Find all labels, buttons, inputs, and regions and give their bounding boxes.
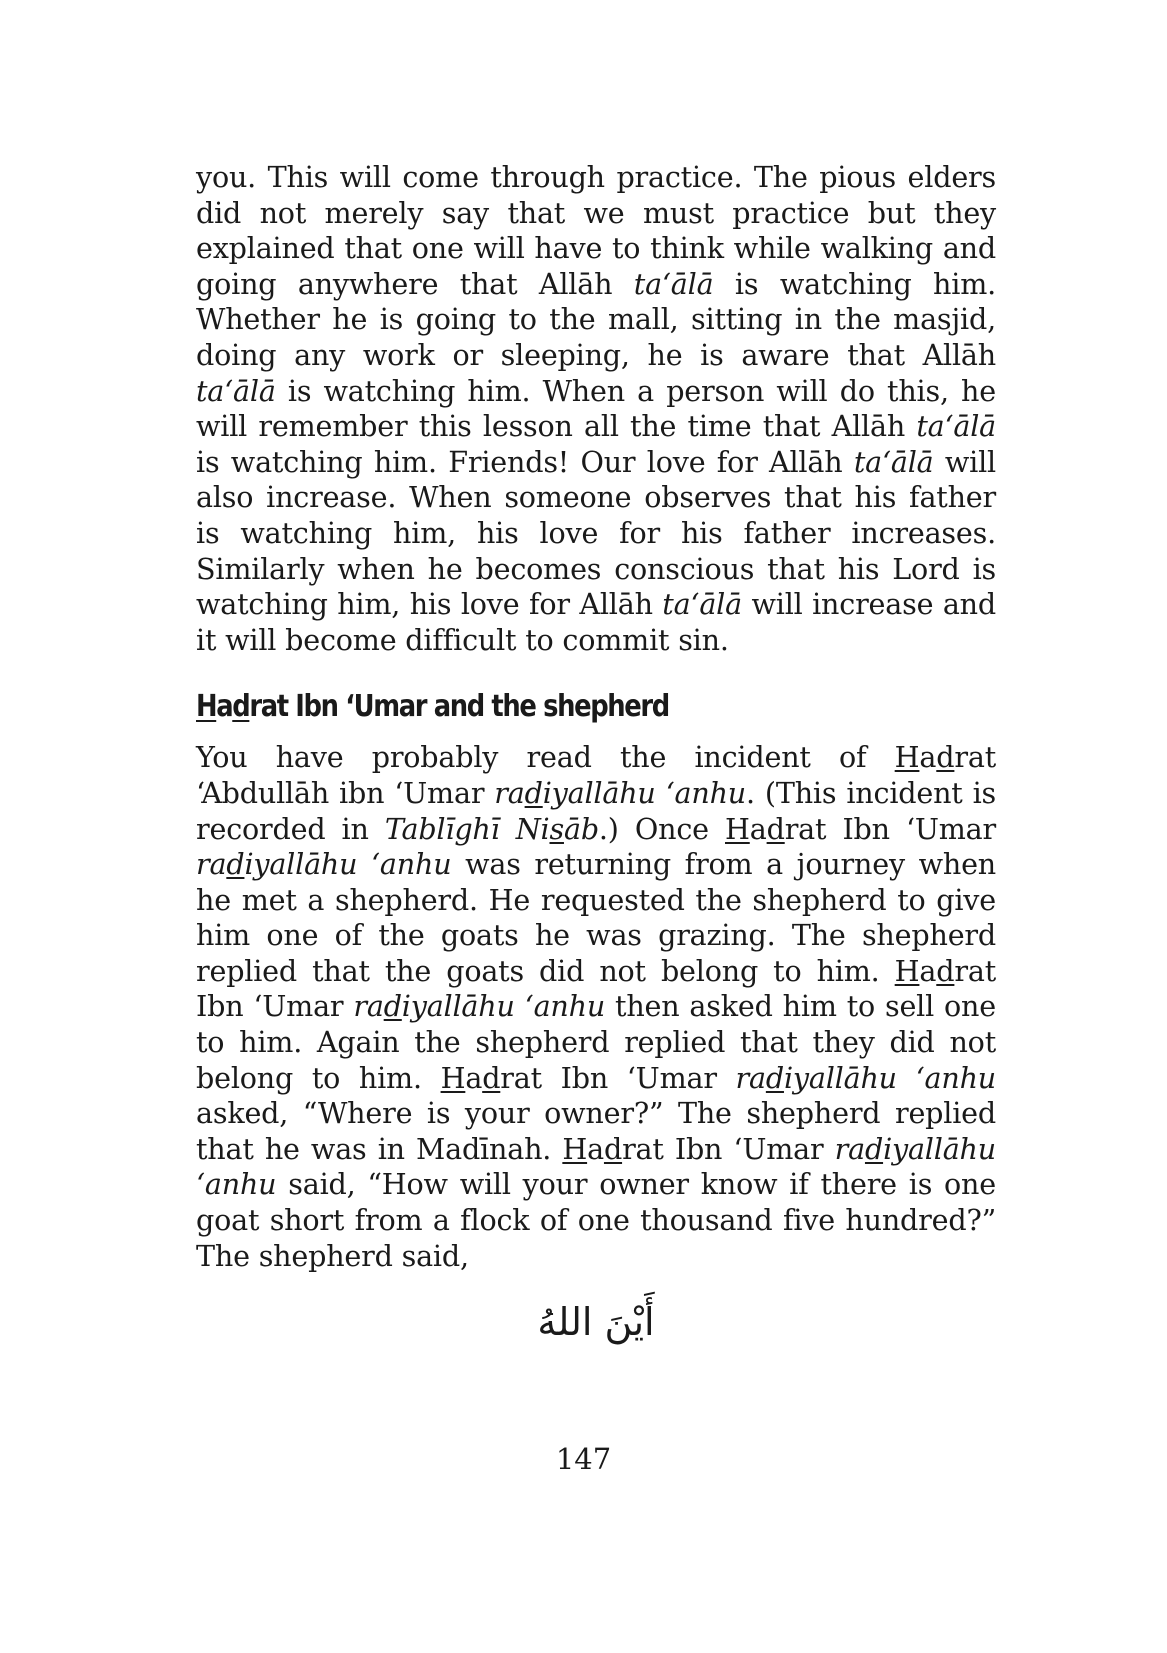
text-run: Ibn ‘Umar [541, 1060, 736, 1095]
heading-text: rat Ibn ‘Umar and the shepherd [249, 689, 669, 725]
italic-term: ra [196, 847, 227, 882]
italic-term: iyallāhu ‘anhu [196, 1131, 996, 1202]
underlined-letter: d [936, 740, 955, 775]
underlined-letter: d [226, 847, 245, 882]
text-run: will increase and it will become difficult to commit sin. [196, 587, 996, 657]
text-run: Ibn ‘Umar [826, 811, 996, 846]
text-run: will also increase. When someone observes that his father is watching him, his love for his father increases. Similarly when he becomes conscious that his Lord is watching him, his love for Allāh [196, 444, 996, 622]
text-run: then asked him to sell one to him. Again the shepherd replied that they did not belong to him. [196, 989, 996, 1095]
section-heading [196, 687, 884, 727]
text-run: rat [954, 740, 996, 775]
italic-term: iyallāhu ‘anhu [542, 775, 747, 810]
italic-term: āb [563, 811, 599, 846]
underlined-letter: d [765, 1060, 784, 1095]
italic-term: ta‘ālā [916, 409, 996, 444]
underlined-letter: s [549, 811, 564, 846]
underlined-letter: H [725, 811, 750, 846]
text-run: rat [622, 1131, 664, 1166]
italic-term: ta‘ālā [853, 444, 934, 479]
text-run: is watching him. Whether he is going to the mall, sitting in the masjid, doing any work or sleeping, he is aware that Allāh [196, 266, 996, 372]
underlined-letter: d [232, 689, 250, 725]
text-run: a [587, 1131, 604, 1166]
underlined-letter: H [894, 953, 920, 988]
text-run: rat [954, 953, 996, 988]
text-run: a [749, 811, 767, 846]
italic-term: ta‘ālā [662, 587, 742, 622]
text-run: was returning from a journey when he met a shepherd. He requested the shepherd to give him one of the goats he was grazing. The shepherd replied that the goats did not belong to him. [196, 847, 997, 988]
underlined-letter: H [562, 1131, 588, 1166]
text-run: Ibn ‘Umar [196, 989, 354, 1024]
heading-letter: a [216, 689, 233, 725]
italic-term: ta‘ālā [196, 373, 276, 408]
text-run: rat [784, 811, 827, 846]
underlined-letter: d [603, 1131, 623, 1166]
italic-term: iyallāhu ‘anhu [783, 1060, 996, 1095]
underlined-letter: d [864, 1131, 884, 1166]
underlined-letter: d [766, 811, 785, 846]
italic-term: ra [353, 989, 384, 1024]
underlined-letter: H [196, 689, 217, 725]
text-run: is watching him. When a person will do this, he will remember this lesson all the time that Allāh [196, 373, 996, 444]
italic-term: ra [834, 1131, 865, 1166]
text-run: you. This will come through practice. The pious elders did not merely say that we must practice but they explained that one will have to think while walking and going anywhere that Allāh [196, 160, 996, 301]
text-run: rat [500, 1060, 542, 1095]
page-number: 147 [555, 1442, 612, 1476]
italic-term: ta‘ālā [633, 266, 714, 301]
text-run: a [919, 740, 937, 775]
paragraph-1 [196, 160, 996, 658]
text-run: said, “How will your owner know if there is one goat short from a flock of one thousand five hundred?” The shepherd said, [196, 1167, 996, 1273]
arabic-quote: أَيْنَ اللهُ [537, 1300, 655, 1345]
text-run: You have probably read the incident of [196, 740, 895, 775]
italic-term: ra [494, 775, 525, 810]
text-run: asked, “Where is your owner?” The shepherd replied that he was in Madīnah. [196, 1096, 996, 1166]
underlined-letter: d [936, 953, 955, 988]
text-run: Ibn ‘Umar [663, 1131, 835, 1166]
text-run: is watching him. Friends! Our love for Allāh [196, 444, 854, 479]
underlined-letter: d [383, 989, 402, 1024]
text-run: ‘Abdullāh ibn ‘Umar [196, 775, 495, 810]
underlined-letter: H [440, 1060, 466, 1095]
italic-term: iyallāhu ‘anhu [244, 847, 452, 882]
text-run: a [465, 1060, 483, 1095]
italic-term: ra [735, 1060, 766, 1095]
paragraph-2 [196, 740, 996, 1274]
underlined-letter: d [482, 1060, 501, 1095]
text-run: . (This incident is recorded in [196, 775, 996, 846]
underlined-letter: H [894, 740, 920, 775]
page-body [196, 160, 996, 1350]
text-run: .) Once [598, 811, 725, 846]
text-run: a [919, 953, 937, 988]
italic-term: iyallāhu ‘anhu [401, 989, 606, 1024]
italic-term: Tablīghī Ni [384, 811, 550, 846]
underlined-letter: d [524, 775, 543, 810]
